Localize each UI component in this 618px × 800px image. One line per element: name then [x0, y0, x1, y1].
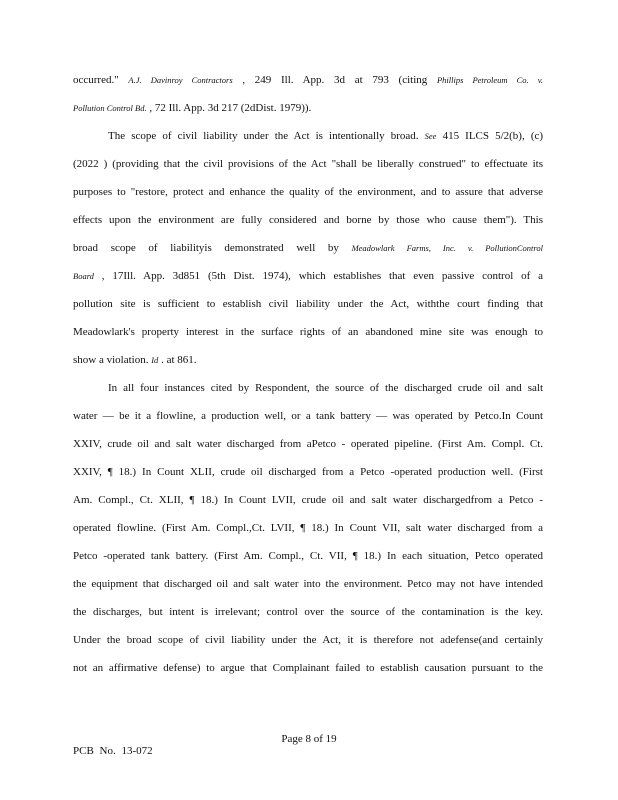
text-line-17: operated flowline. (First Am. Compl.,Ct. LVII, ¶ 18.) In Count VII, salt water discharged from a [73, 522, 543, 534]
paragraph-2-first-line: In all four instances cited by Respondent, the source of the discharged crude oil and salt [108, 382, 543, 394]
text-line-10: Meadowlark's property interest in the surface rights of an abandoned mine site was enough to [73, 326, 543, 338]
text-line-18: Petco -operated tank battery. (First Am. Compl., Ct. VII, ¶ 18.) In each situation, Petco operated [73, 550, 543, 562]
text-line-15: XXIV, ¶ 18.) In Count XLII, crude oil discharged from a Petco -operated production well. (First [73, 466, 543, 478]
text-line-4: (2022 ) (providing that the civil provisions of the Act "shall be liberally construed" to effectuate its [73, 158, 543, 170]
text-line-5: purposes to "restore, protect and enhance the quality of the environment, and to assure that adverse [73, 186, 543, 198]
text-line-9: pollution site is sufficient to establish civil liability under the Act, withthe court finding that [73, 298, 543, 310]
text-line-11: show a violation. Id . at 861. [73, 354, 197, 366]
text-line-13: water — be it a flowline, a production well, or a tank battery — was operated by Petco.In Count [73, 410, 543, 422]
text-line-6: effects upon the environment are fully considered and borne by those who cause them"). This [73, 214, 543, 226]
text-line-16: Am. Compl., Ct. XLII, ¶ 18.) In Count LVII, crude oil and salt water dischargedfrom a Petco - [73, 494, 543, 506]
text-line-20: the discharges, but intent is irrelevant; control over the source of the contamination is the key. [73, 606, 543, 618]
docket-number: PCB No. 13-072 [73, 745, 153, 757]
text-line-8: Board , 17Ill. App. 3d851 (5th Dist. 1974), which establishes that even passive control of a [73, 270, 544, 282]
page-number: Page 8 of 19 [281, 733, 337, 745]
text-line-7: broad scope of liabilityis demonstrated well by Meadowlark Farms, Inc. v. PollutionControl [73, 242, 543, 254]
text-line-21: Under the broad scope of civil liability under the Act, it is therefore not adefense(and certainly [73, 634, 543, 646]
text-line-22: not an affirmative defense) to argue that Complainant failed to establish causation pursuant to the [73, 662, 543, 674]
paragraph-1-first-line: The scope of civil liability under the Act is intentionally broad. See 415 ILCS 5/2(b), (c) [108, 130, 544, 142]
text-line-19: the equipment that discharged oil and salt water into the environment. Petco may not have intended [73, 578, 543, 590]
text-line-2: Pollution Control Bd. , 72 Ill. App. 3d 217 (2dDist. 1979)). [73, 102, 312, 114]
text-line-14: XXIV, crude oil and salt water discharged from aPetco - operated pipeline. (First Am. Compl. Ct. [73, 438, 543, 450]
text-line-1: occurred." A.J. Davinroy Contractors , 249 Ill. App. 3d at 793 (citing Phillips Petroleum Co. v. [73, 74, 544, 86]
